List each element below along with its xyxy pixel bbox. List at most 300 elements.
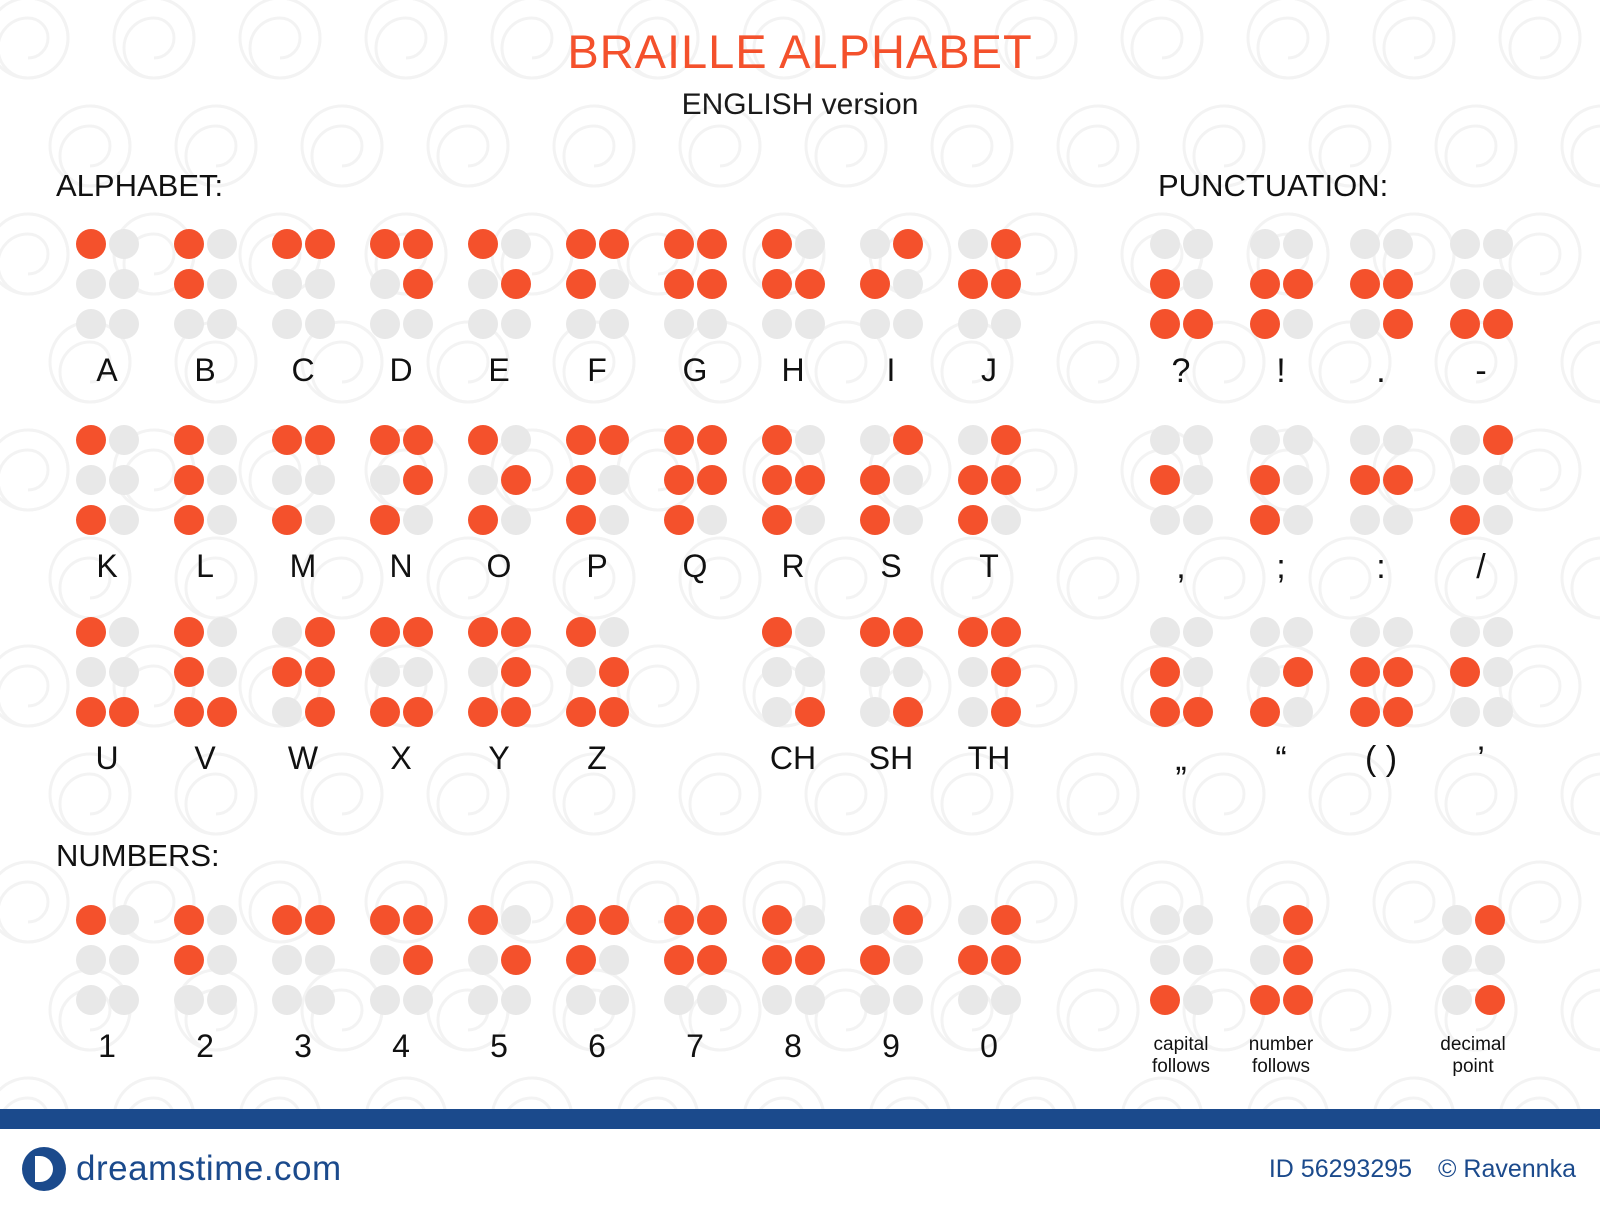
braille-dot-matrix [368, 420, 434, 540]
braille-dot-empty [207, 617, 237, 647]
braille-dot-matrix [1440, 900, 1506, 1020]
braille-dot-filled [370, 425, 400, 455]
braille-dot-empty [762, 697, 792, 727]
braille-dot-empty [1283, 309, 1313, 339]
braille-dot-filled [664, 269, 694, 299]
braille-dot-filled [1183, 697, 1213, 727]
braille-dot-empty [305, 945, 335, 975]
braille-cell-alphabet [760, 420, 826, 585]
braille-dot-empty [76, 309, 106, 339]
braille-dot-filled [1483, 425, 1513, 455]
braille-dot-empty [795, 985, 825, 1015]
braille-dot-filled [1450, 309, 1480, 339]
braille-cell-label: P [586, 548, 608, 584]
braille-dot-filled [501, 465, 531, 495]
braille-dot-matrix [858, 612, 924, 732]
braille-cell-alphabet [368, 224, 434, 389]
braille-dot-filled [305, 905, 335, 935]
braille-dot-empty [272, 465, 302, 495]
braille-dot-empty [762, 309, 792, 339]
braille-dot-filled [468, 229, 498, 259]
braille-dot-empty [697, 309, 727, 339]
braille-dot-empty [1483, 505, 1513, 535]
braille-dot-matrix [466, 420, 532, 540]
footer [0, 1109, 1600, 1221]
braille-dot-empty [501, 229, 531, 259]
braille-dot-filled [468, 905, 498, 935]
watermark-icon [1554, 314, 1600, 410]
braille-dot-filled [370, 905, 400, 935]
braille-dot-empty [272, 697, 302, 727]
braille-cell-label: W [287, 740, 319, 776]
braille-dot-empty [305, 985, 335, 1015]
braille-dot-empty [76, 465, 106, 495]
braille-dot-filled [1350, 697, 1380, 727]
braille-cell-label: 1 [98, 1028, 116, 1064]
braille-dot-filled [468, 697, 498, 727]
braille-dot-matrix [74, 224, 140, 344]
braille-dot-filled [664, 505, 694, 535]
braille-dot-empty [1250, 229, 1280, 259]
footer-color-bar [0, 1109, 1600, 1129]
braille-dot-empty [272, 985, 302, 1015]
braille-dot-filled [403, 465, 433, 495]
page-title: BRAILLE ALPHABET [567, 25, 1033, 78]
braille-dot-empty [1442, 945, 1472, 975]
braille-dot-matrix [270, 224, 336, 344]
braille-dot-empty [501, 309, 531, 339]
braille-cell-label: R [781, 548, 805, 584]
braille-dot-filled [860, 269, 890, 299]
braille-cell-alphabet [172, 420, 238, 585]
braille-dot-filled [958, 505, 988, 535]
braille-dot-empty [468, 945, 498, 975]
braille-cell-alphabet [858, 420, 924, 585]
braille-cell-punctuation [1348, 224, 1414, 391]
braille-dot-filled [664, 945, 694, 975]
braille-dot-filled [762, 229, 792, 259]
braille-dot-empty [566, 309, 596, 339]
braille-dot-empty [697, 985, 727, 1015]
braille-dot-filled [1350, 657, 1380, 687]
braille-cell-alphabet [564, 612, 630, 777]
braille-dot-filled [566, 617, 596, 647]
braille-dot-empty [174, 309, 204, 339]
braille-cell-numbers [368, 900, 434, 1065]
braille-cell-label: , [1176, 548, 1186, 586]
braille-dot-empty [305, 465, 335, 495]
braille-cell-numbers [172, 900, 238, 1065]
braille-dot-empty [1150, 229, 1180, 259]
watermark-icon [0, 206, 76, 302]
braille-dot-empty [1250, 425, 1280, 455]
braille-cell-label: O [486, 548, 512, 584]
braille-dot-filled [1450, 505, 1480, 535]
braille-dot-empty [1350, 617, 1380, 647]
braille-cell-label: CH [769, 740, 817, 776]
braille-dot-filled [991, 657, 1021, 687]
braille-dot-filled [1383, 657, 1413, 687]
braille-dot-empty [1183, 945, 1213, 975]
braille-dot-matrix [368, 612, 434, 732]
braille-dot-filled [174, 697, 204, 727]
braille-dot-empty [109, 985, 139, 1015]
dreamstime-mark-icon [22, 1147, 66, 1191]
braille-dot-matrix [564, 224, 630, 344]
braille-cell-label: 7 [686, 1028, 704, 1064]
braille-dot-empty [1442, 985, 1472, 1015]
braille-dot-empty [893, 945, 923, 975]
braille-dot-empty [860, 309, 890, 339]
braille-dot-empty [599, 505, 629, 535]
braille-dot-filled [1350, 269, 1380, 299]
braille-dot-filled [1450, 657, 1480, 687]
watermark-icon [1050, 746, 1146, 842]
watermark-icon [1554, 962, 1600, 1058]
braille-cell-punctuation [1348, 420, 1414, 587]
braille-dot-matrix [74, 420, 140, 540]
braille-dot-filled [1283, 985, 1313, 1015]
braille-cell-label: C [291, 352, 315, 388]
braille-cell-alphabet [368, 612, 434, 777]
braille-cell-label: 8 [784, 1028, 802, 1064]
braille-dot-filled [468, 617, 498, 647]
braille-dot-filled [762, 465, 792, 495]
braille-dot-empty [762, 985, 792, 1015]
braille-dot-filled [370, 505, 400, 535]
braille-cell-label: X [390, 740, 412, 776]
braille-dot-filled [664, 229, 694, 259]
braille-cell-numbers [466, 900, 532, 1065]
braille-dot-filled [958, 945, 988, 975]
braille-dot-filled [860, 465, 890, 495]
braille-dot-filled [1283, 269, 1313, 299]
braille-dot-filled [305, 425, 335, 455]
braille-dot-filled [893, 905, 923, 935]
braille-dot-empty [272, 617, 302, 647]
braille-dot-empty [109, 905, 139, 935]
braille-cell-numbers [858, 900, 924, 1065]
braille-cell-numbers [270, 900, 336, 1065]
braille-cell-label: ; [1276, 548, 1286, 586]
braille-dot-empty [860, 985, 890, 1015]
braille-dot-matrix [368, 900, 434, 1020]
braille-dot-matrix [74, 612, 140, 732]
braille-dot-filled [762, 945, 792, 975]
braille-dot-empty [860, 905, 890, 935]
braille-cell-label: I [886, 352, 896, 388]
braille-dot-filled [403, 229, 433, 259]
braille-dot-empty [109, 945, 139, 975]
braille-dot-matrix [1148, 420, 1214, 540]
braille-dot-empty [403, 505, 433, 535]
braille-cell-label: 4 [392, 1028, 410, 1064]
braille-dot-empty [958, 697, 988, 727]
braille-dot-filled [403, 617, 433, 647]
braille-dot-empty [174, 985, 204, 1015]
braille-dot-empty [207, 229, 237, 259]
braille-cell-punctuation [1248, 612, 1314, 779]
braille-dot-empty [893, 657, 923, 687]
braille-dot-empty [501, 425, 531, 455]
braille-cell-numbers [760, 900, 826, 1065]
author-label: © Ravennka [1438, 1155, 1576, 1183]
braille-cell-alphabet [956, 612, 1022, 777]
braille-dot-empty [403, 985, 433, 1015]
braille-dot-matrix [564, 900, 630, 1020]
braille-cell-label: V [194, 740, 216, 776]
braille-dot-empty [1383, 617, 1413, 647]
braille-dot-filled [174, 229, 204, 259]
braille-cell-label: Q [682, 548, 708, 584]
braille-dot-filled [174, 905, 204, 935]
braille-cell-label: U [95, 740, 119, 776]
braille-dot-filled [566, 269, 596, 299]
braille-dot-matrix [172, 420, 238, 540]
braille-cell-label: : [1376, 548, 1386, 586]
braille-dot-empty [1183, 617, 1213, 647]
braille-cell-label: - [1475, 352, 1487, 390]
braille-cell-label: Y [488, 740, 510, 776]
braille-dot-empty [1183, 505, 1213, 535]
braille-dot-empty [109, 425, 139, 455]
braille-dot-empty [272, 309, 302, 339]
braille-dot-filled [1150, 697, 1180, 727]
braille-dot-empty [1483, 465, 1513, 495]
braille-dot-filled [991, 465, 1021, 495]
braille-dot-filled [893, 617, 923, 647]
braille-cell-alphabet [368, 420, 434, 585]
braille-dot-empty [893, 985, 923, 1015]
braille-dot-filled [403, 905, 433, 935]
braille-dot-empty [1450, 229, 1480, 259]
braille-dot-filled [501, 617, 531, 647]
braille-cell-label: 3 [294, 1028, 312, 1064]
braille-dot-empty [272, 269, 302, 299]
braille-cell-label: N [389, 548, 413, 584]
braille-dot-filled [1383, 309, 1413, 339]
braille-cell-label: decimal point [1440, 1034, 1506, 1077]
braille-dot-empty [958, 985, 988, 1015]
braille-dot-empty [1150, 425, 1180, 455]
braille-dot-filled [599, 229, 629, 259]
braille-dot-empty [1283, 425, 1313, 455]
braille-dot-matrix [1348, 224, 1414, 344]
braille-dot-matrix [1448, 420, 1514, 540]
braille-dot-filled [860, 505, 890, 535]
braille-dot-matrix [760, 900, 826, 1020]
braille-dot-filled [991, 269, 1021, 299]
section-label-numbers: NUMBERS: [56, 838, 220, 873]
braille-dot-filled [174, 269, 204, 299]
braille-dot-matrix [564, 612, 630, 732]
braille-cell-punctuation [1148, 224, 1214, 391]
braille-dot-empty [697, 505, 727, 535]
braille-dot-empty [860, 229, 890, 259]
braille-dot-empty [664, 309, 694, 339]
braille-dot-matrix [956, 224, 1022, 344]
braille-dot-matrix [466, 900, 532, 1020]
braille-dot-filled [566, 697, 596, 727]
braille-dot-empty [1183, 425, 1213, 455]
braille-dot-filled [991, 905, 1021, 935]
braille-dot-filled [566, 465, 596, 495]
braille-dot-matrix [1448, 612, 1514, 732]
braille-dot-empty [664, 985, 694, 1015]
braille-dot-empty [1150, 905, 1180, 935]
braille-dot-empty [370, 657, 400, 687]
braille-cell-label: number follows [1248, 1034, 1314, 1077]
braille-dot-empty [1150, 505, 1180, 535]
braille-dot-filled [697, 229, 727, 259]
braille-dot-filled [1483, 309, 1513, 339]
braille-dot-matrix [270, 420, 336, 540]
braille-dot-empty [370, 985, 400, 1015]
braille-dot-empty [566, 985, 596, 1015]
braille-cell-numbers [564, 900, 630, 1065]
braille-dot-matrix [858, 900, 924, 1020]
braille-dot-empty [109, 657, 139, 687]
braille-dot-empty [207, 465, 237, 495]
braille-dot-filled [370, 617, 400, 647]
footer-meta [1269, 1155, 1576, 1184]
braille-dot-empty [1283, 229, 1313, 259]
image-id-label: ID 56293295 [1268, 1155, 1413, 1183]
braille-cell-alphabet [270, 612, 336, 777]
braille-cell-alphabet [760, 224, 826, 389]
braille-dot-filled [76, 505, 106, 535]
braille-dot-filled [795, 697, 825, 727]
braille-cell-indicators [1148, 900, 1214, 1078]
braille-dot-empty [795, 425, 825, 455]
braille-dot-filled [664, 425, 694, 455]
braille-dot-filled [1150, 269, 1180, 299]
braille-dot-filled [697, 905, 727, 935]
braille-dot-matrix [662, 900, 728, 1020]
braille-cell-punctuation [1348, 612, 1414, 779]
braille-cell-alphabet [466, 612, 532, 777]
braille-dot-filled [370, 697, 400, 727]
braille-dot-filled [762, 269, 792, 299]
page-subtitle: ENGLISH version [681, 88, 919, 121]
braille-dot-empty [305, 309, 335, 339]
braille-cell-alphabet [270, 420, 336, 585]
braille-dot-filled [76, 425, 106, 455]
braille-dot-matrix [956, 420, 1022, 540]
watermark-icon [672, 746, 768, 842]
braille-dot-empty [501, 905, 531, 935]
braille-dot-matrix [760, 224, 826, 344]
braille-dot-filled [272, 905, 302, 935]
braille-dot-matrix [1148, 612, 1214, 732]
braille-dot-filled [762, 505, 792, 535]
braille-dot-empty [468, 657, 498, 687]
braille-cell-label: ? [1171, 352, 1191, 390]
braille-cell-label: ’ [1477, 740, 1485, 778]
braille-dot-empty [403, 309, 433, 339]
braille-dot-filled [501, 945, 531, 975]
braille-dot-empty [1483, 697, 1513, 727]
braille-cell-punctuation [1448, 420, 1514, 587]
braille-dot-empty [1283, 697, 1313, 727]
braille-dot-filled [1383, 697, 1413, 727]
braille-dot-empty [599, 309, 629, 339]
braille-dot-empty [1250, 905, 1280, 935]
braille-cell-numbers [956, 900, 1022, 1065]
braille-dot-filled [1383, 269, 1413, 299]
braille-dot-empty [76, 945, 106, 975]
braille-cell-label: S [880, 548, 902, 584]
braille-dot-empty [207, 425, 237, 455]
braille-dot-empty [1183, 905, 1213, 935]
braille-cell-label: ! [1276, 352, 1286, 390]
braille-dot-filled [272, 505, 302, 535]
braille-dot-filled [403, 269, 433, 299]
braille-dot-matrix [1248, 224, 1314, 344]
dreamstime-brand-label: dreamstime.com [76, 1149, 342, 1188]
braille-dot-empty [1250, 945, 1280, 975]
braille-dot-filled [762, 425, 792, 455]
braille-dot-matrix [662, 420, 728, 540]
braille-cell-alphabet [760, 612, 826, 777]
braille-dot-empty [109, 229, 139, 259]
braille-dot-empty [207, 269, 237, 299]
braille-cell-indicators [1440, 900, 1506, 1078]
braille-dot-filled [566, 945, 596, 975]
braille-dot-filled [958, 465, 988, 495]
braille-cell-label: ( ) [1364, 740, 1398, 778]
braille-dot-filled [501, 269, 531, 299]
braille-dot-matrix [466, 224, 532, 344]
braille-dot-empty [1350, 309, 1380, 339]
braille-cell-numbers [74, 900, 140, 1065]
braille-dot-empty [860, 697, 890, 727]
braille-cell-alphabet [956, 420, 1022, 585]
braille-dot-filled [305, 657, 335, 687]
braille-dot-empty [1250, 617, 1280, 647]
braille-dot-filled [860, 617, 890, 647]
braille-dot-empty [207, 945, 237, 975]
braille-dot-matrix [1248, 612, 1314, 732]
braille-dot-filled [599, 657, 629, 687]
braille-dot-empty [1183, 229, 1213, 259]
braille-dot-matrix [1248, 420, 1314, 540]
braille-dot-empty [893, 269, 923, 299]
braille-cell-label: 6 [588, 1028, 606, 1064]
braille-dot-empty [76, 657, 106, 687]
braille-dot-empty [599, 985, 629, 1015]
braille-dot-filled [305, 697, 335, 727]
braille-dot-filled [991, 697, 1021, 727]
braille-dot-filled [1250, 309, 1280, 339]
braille-dot-filled [1183, 309, 1213, 339]
braille-cell-alphabet [858, 612, 924, 777]
braille-dot-filled [958, 617, 988, 647]
braille-dot-matrix [1348, 612, 1414, 732]
section-label-alphabet: ALPHABET: [56, 168, 224, 203]
braille-dot-filled [76, 617, 106, 647]
braille-dot-filled [1350, 465, 1380, 495]
braille-dot-filled [1250, 697, 1280, 727]
braille-dot-filled [566, 505, 596, 535]
braille-dot-filled [1250, 985, 1280, 1015]
braille-dot-empty [1450, 465, 1480, 495]
braille-dot-empty [893, 465, 923, 495]
braille-cell-label: capital follows [1151, 1034, 1211, 1077]
braille-dot-empty [305, 505, 335, 535]
braille-cell-label: L [196, 548, 214, 584]
braille-dot-filled [860, 945, 890, 975]
